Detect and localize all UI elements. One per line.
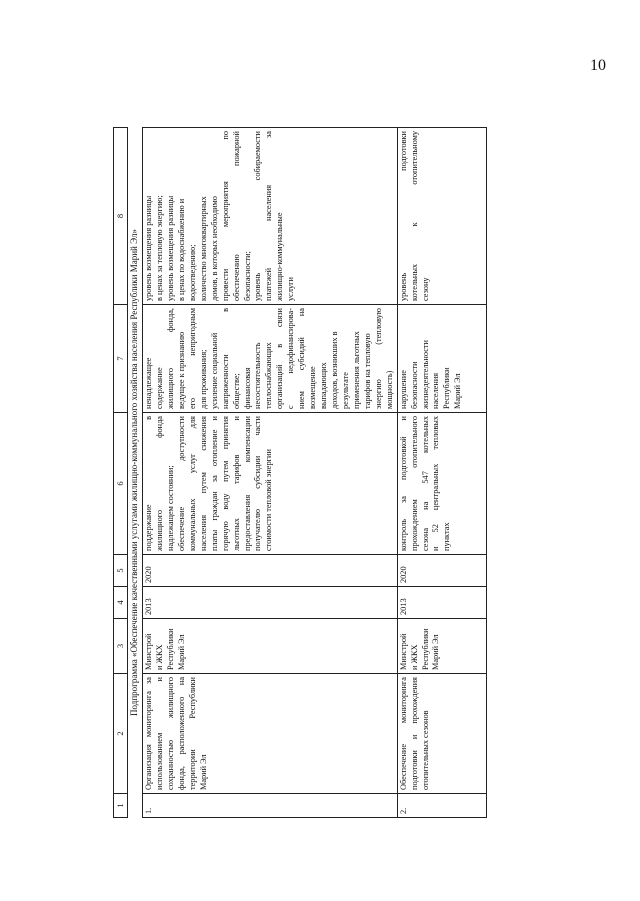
header-cell-2: 2 — [114, 674, 128, 794]
end-year: 2020 — [397, 555, 486, 587]
target-indicators: уровень подготовки котельных к отопительному сезону — [397, 128, 486, 305]
header-cell-4: 4 — [114, 587, 128, 619]
measure-name: Обеспечение мониторинга подготовки и прохождения отопительных сезонов — [397, 674, 486, 794]
header-cell-5: 5 — [114, 555, 128, 587]
page-number: 10 — [590, 57, 606, 74]
target-indicators: уровень возмещения разницы в ценах за тепловую энергию; уровень возмещения разницы в ценах по водоснабжению и водоотведению; количество многоквартирных домов, в которых необходимо провести мероприятия по обеспечению пожарной безопасности; уровень собираемости платежей населения за жилищно-коммунальные услуги — [143, 128, 398, 305]
row-number: 1. — [143, 794, 398, 818]
program-table — [113, 127, 487, 818]
end-year: 2020 — [143, 555, 398, 587]
start-year: 2013 — [397, 587, 486, 619]
subprogram-title: Подпрограмма «Обеспечение качественными услугами жилищно-коммунального хозяйства населения Республики Марий Эл» — [129, 229, 140, 716]
start-year: 2013 — [143, 587, 398, 619]
expected-result: поддержание в жилищного фонда надлежащем состоянии; обеспечение доступности коммунальных услуг для населения путем снижения платы граждан за отопление и горячую воду путем принятия льготных тарифов и предоставления компенсации получателю субсидии части стоимости тепловой энергии — [143, 413, 398, 555]
executor: Минстрой и ЖКХ Республики Марий Эл — [397, 619, 486, 674]
header-cell-7: 7 — [114, 305, 128, 413]
row-number: 2. — [397, 794, 486, 818]
table-row — [397, 128, 486, 818]
rotated-table-sheet — [113, 128, 498, 818]
header-row — [114, 128, 128, 818]
consequences: ненадлежащее содержание жилищного фонда, ведущее к признанию его непригодным для проживания; усиление социальной напряженности в обществе; финансовая несостоятельность теплоснабжающих организаций в связи с недофинансирова- нием субсидий на возмещение выпадающих доходов, возникших в результате применения льготных тарифов на тепловую энергию (тепловую мощность) — [143, 305, 398, 413]
header-cell-6: 6 — [114, 413, 128, 555]
consequences: нарушение безопасности жизнедеятельности населения Республики Марий Эл — [397, 305, 486, 413]
table-row — [143, 128, 398, 818]
measure-name: Организация мониторинга за использованием и сохранностью жилищного фонда, расположенного на территории Республики Марий Эл — [143, 674, 398, 794]
subprogram-row — [128, 128, 143, 818]
executor: Минстрой и ЖКХ Республики Марий Эл — [143, 619, 398, 674]
header-cell-8: 8 — [114, 128, 128, 305]
header-cell-1: 1 — [114, 794, 128, 818]
expected-result: контроль за подготовкой и прохождением отопительного сезона на 547 котельных и 52 центральных тепловых пунктах — [397, 413, 486, 555]
header-cell-3: 3 — [114, 619, 128, 674]
